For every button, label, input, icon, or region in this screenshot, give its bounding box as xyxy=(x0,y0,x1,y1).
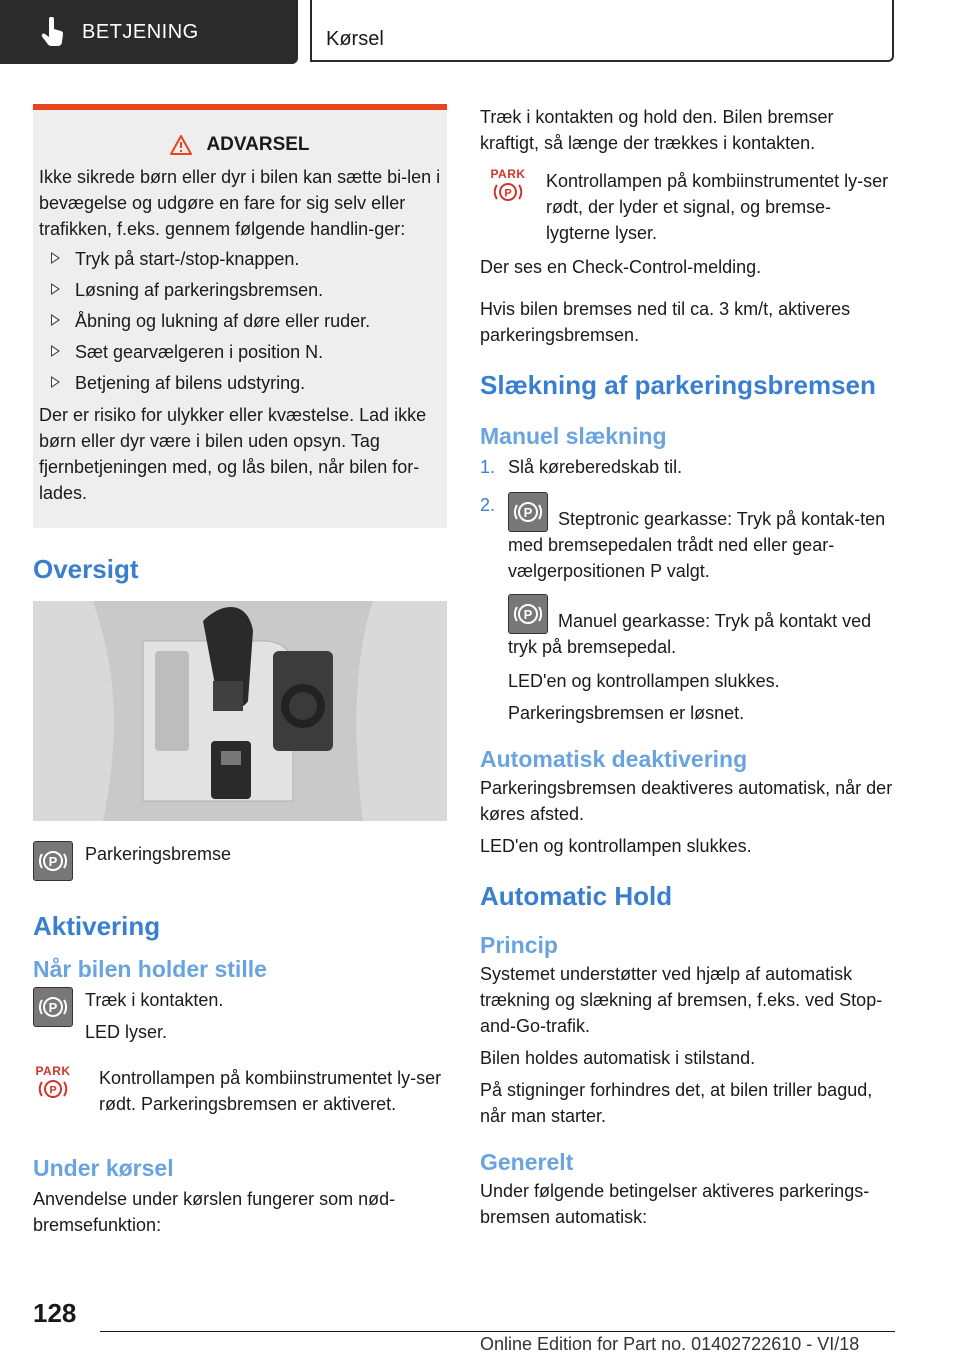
hold-text: Bilen holdes automatisk i stilstand. xyxy=(480,1048,756,1068)
section-tab xyxy=(0,0,298,64)
manual-gear-text: P Manuel gearkasse: Tryk på kontakt ved tryk på bremsepedal. xyxy=(480,594,895,660)
svg-text:P: P xyxy=(49,1084,57,1097)
heading-release: Slækning af parkeringsbremsen xyxy=(480,370,876,400)
led-off-text: LED'en og kontrollampen slukkes. xyxy=(508,671,780,691)
center-console-photo xyxy=(33,601,447,821)
speed-text: Hvis bilen bremses ned til ca. 3 km/t, aktiveres parkeringsbremsen. xyxy=(480,299,851,345)
svg-text:P: P xyxy=(523,505,533,520)
caption-row xyxy=(33,841,447,881)
park-text-right: Kontrollampen på kombiinstrumentet ly-ser rødt, der lyder et signal, og bremse-lygterne lyser. xyxy=(546,171,889,243)
parking-brake-icon xyxy=(508,492,548,532)
photo-caption: Parkeringsbremse xyxy=(85,844,232,864)
parking-brake-icon xyxy=(33,841,73,881)
heading-standstill: Når bilen holder stille xyxy=(33,956,267,982)
driving-text: Anvendelse under kørslen fungerer som nød-bremsefunktion: xyxy=(33,1189,396,1235)
parking-brake-icon xyxy=(33,987,73,1027)
list-item: 2. P Steptronic gearkasse: Tryk på kontak-ten med bremsepedalen trådt ned eller gear-vælgerpositionen P valgt. xyxy=(480,492,895,584)
chapter-tab xyxy=(310,0,894,62)
release-steps xyxy=(480,454,895,584)
auto-deact-text: Parkeringsbremsen deaktiveres automatisk, når der køres afsted. xyxy=(480,778,893,824)
park-text: Kontrollampen på kombiinstrumentet ly-ser rødt. Parkeringsbremsen er aktiveret. xyxy=(99,1068,442,1114)
led-off-text-2: LED'en og kontrollampen slukkes. xyxy=(480,836,752,856)
parking-brake-icon xyxy=(508,594,548,634)
list-item: Sæt gearvælgeren i position N. xyxy=(39,339,441,365)
warning-triangle-icon xyxy=(170,135,192,155)
pull-hold-text: Træk i kontakten og hold den. Bilen bremser kraftigt, så længe der trækkes i kontakten. xyxy=(480,107,834,153)
warning-intro: Ikke sikrede børn eller dyr i bilen kan sætte bi-len i bevægelse og udgøre en fare for sig selv eller trafikken, f.eks. gennem følgende handlin-ger: xyxy=(39,167,441,239)
warning-title-text: ADVARSEL xyxy=(206,134,310,155)
svg-text:P: P xyxy=(504,187,512,200)
list-item: Løsning af parkeringsbremsen. xyxy=(39,277,441,303)
warning-list xyxy=(39,246,441,396)
svg-text:P: P xyxy=(48,854,58,869)
list-item: Åbning og lukning af døre eller ruder. xyxy=(39,308,441,334)
page-number: 128 xyxy=(33,1298,77,1328)
left-column xyxy=(33,104,447,1238)
slope-text: På stigninger forhindres det, at bilen triller bagud, når man starter. xyxy=(480,1080,873,1126)
hand-pointer-icon xyxy=(40,17,66,47)
principle-text: Systemet understøtter ved hjælp af automatisk trækning og slækning af bremsen, f.eks. ved Stop-and-Go-trafik. xyxy=(480,964,883,1036)
footer-divider xyxy=(100,1331,895,1332)
right-column xyxy=(480,104,895,1230)
heading-manual: Manuel slækning xyxy=(480,423,667,449)
heading-general: Generelt xyxy=(480,1149,574,1175)
general-text: Under følgende betingelser aktiveres parkerings-bremsen automatisk: xyxy=(480,1181,870,1227)
section-label: BETJENING xyxy=(82,20,199,43)
heading-driving: Under kørsel xyxy=(33,1155,174,1181)
park-indicator-label: PARK xyxy=(490,167,526,181)
park-indicator-row xyxy=(480,168,895,246)
led-on-text: LED lyser. xyxy=(85,1022,168,1042)
park-indicator-icon xyxy=(33,1065,73,1101)
svg-text:P: P xyxy=(48,1000,58,1015)
park-indicator-icon xyxy=(488,168,528,204)
list-item: Tryk på start-/stop-knappen. xyxy=(39,246,441,272)
console-illustration xyxy=(33,601,447,821)
list-item: Betjening af bilens udstyring. xyxy=(39,370,441,396)
heading-auto-deactivation: Automatisk deaktivering xyxy=(480,746,748,772)
standstill-row xyxy=(33,987,447,1045)
chapter-label: Kørsel xyxy=(326,28,384,50)
heading-principle: Princip xyxy=(480,932,558,958)
heading-autohold: Automatic Hold xyxy=(480,881,673,911)
park-indicator-row xyxy=(33,1065,447,1117)
edition-text: Online Edition for Part no. 01402722610 - VI/18 xyxy=(480,1334,860,1354)
released-text: Parkeringsbremsen er løsnet. xyxy=(508,703,745,723)
warning-box xyxy=(33,104,447,528)
heading-overview: Oversigt xyxy=(33,554,139,584)
list-item: 1. Slå køreberedskab til. xyxy=(480,457,683,477)
pull-switch-text: Træk i kontakten. xyxy=(85,990,224,1010)
park-indicator-label: PARK xyxy=(35,1064,71,1078)
check-control-text: Der ses en Check-Control-melding. xyxy=(480,257,762,277)
heading-activation: Aktivering xyxy=(33,911,161,941)
warning-title xyxy=(39,134,441,156)
warning-outro: Der er risiko for ulykker eller kvæstelse. Lad ikke børn eller dyr være i bilen uden opsyn. Tag fjernbetjeningen med, og lås bilen, når bilen for-lades. xyxy=(39,405,427,503)
svg-text:P: P xyxy=(523,607,533,622)
